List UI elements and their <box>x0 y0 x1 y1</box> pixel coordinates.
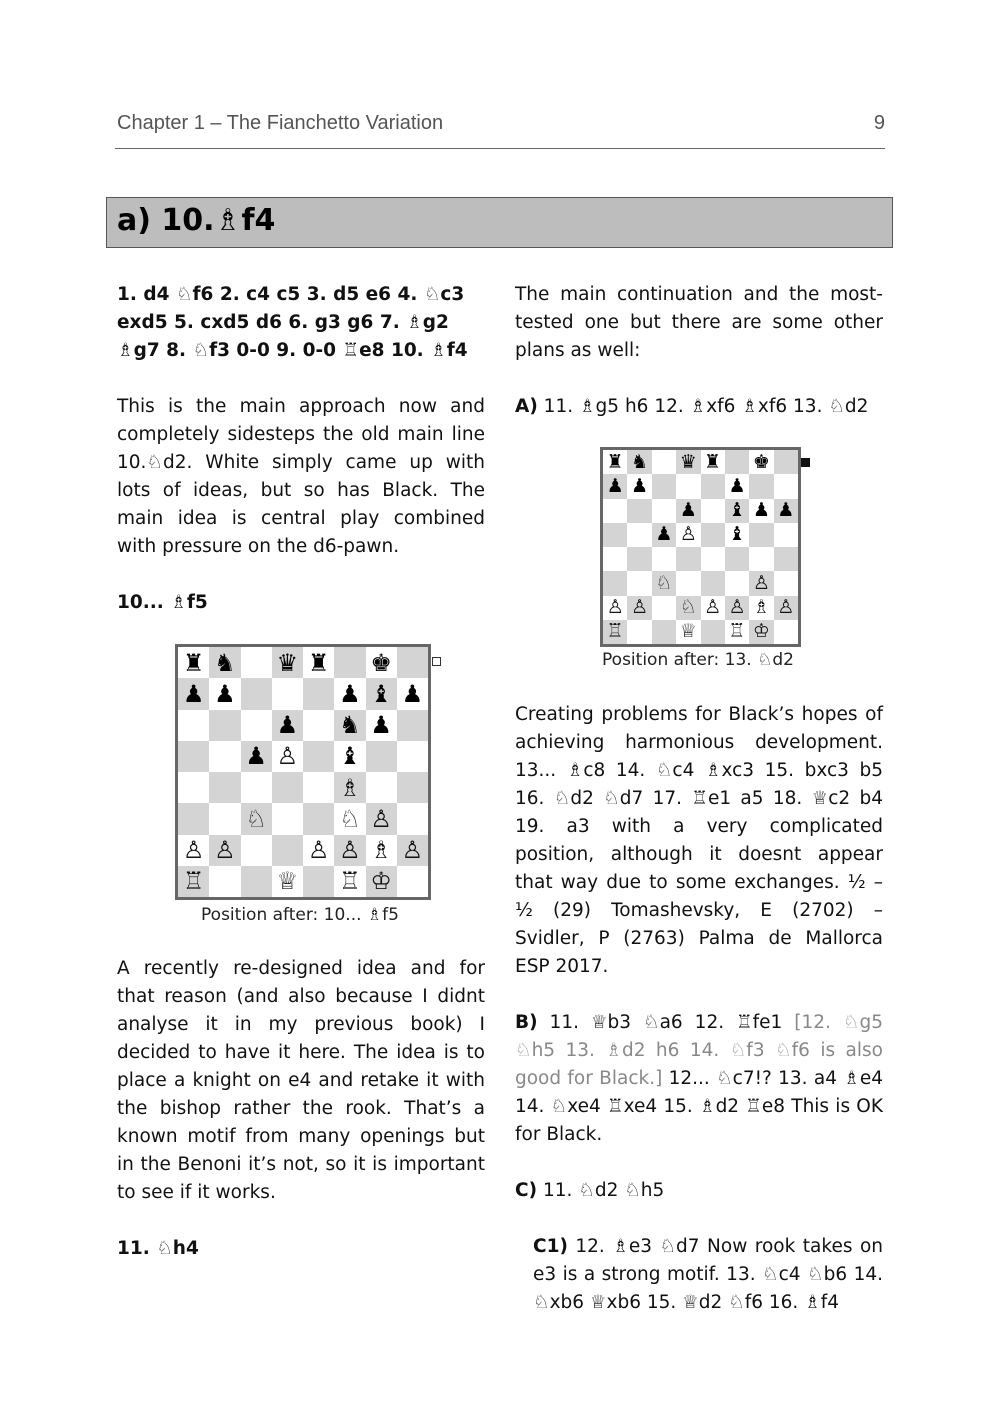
white-pawn-icon: ♙ <box>704 596 722 619</box>
board-square <box>676 547 700 571</box>
board-square <box>701 620 725 644</box>
board-square <box>303 647 334 678</box>
board-square <box>749 547 773 571</box>
variation-moves: 11. ♘d2 ♘h5 <box>542 1180 665 1201</box>
running-header <box>117 112 885 144</box>
black-rook-icon: ♜ <box>704 450 722 473</box>
black-pawn-icon: ♟ <box>245 742 267 771</box>
white-pawn-icon: ♙ <box>307 836 330 865</box>
black-rook-icon: ♜ <box>606 450 624 473</box>
variation-label: C1) <box>533 1236 568 1257</box>
board-square <box>652 596 676 620</box>
white-knight-icon: ♘ <box>679 596 697 619</box>
board-square <box>627 450 651 474</box>
board-square <box>178 803 209 834</box>
board-square <box>774 571 798 595</box>
board-square <box>603 547 627 571</box>
board-square <box>627 523 651 547</box>
board-square <box>209 835 240 866</box>
board-square <box>209 772 240 803</box>
board-square <box>652 450 676 474</box>
black-king-icon: ♚ <box>752 450 770 473</box>
board-square <box>725 571 749 595</box>
black-pawn-icon: ♟ <box>631 474 649 497</box>
board-square <box>627 596 651 620</box>
paragraph-problems: Creating problems for Black’s hopes of achieving harmonious development. 13... ♗c8 14. ♘c4 ♗xc3 15. bxc3 b5 16. ♘d2 ♘d7 17. ♖e1 a5 18. ♕c2 b4 19. a3 with a very complicated position, although it doesnt appear that way due to some exchanges. ½ – ½ (29) Tomashevsky, E (2702) – Svidler, P (2763) Palma de Mallorca ESP 2017. <box>515 704 883 977</box>
board-square <box>209 678 240 709</box>
board-square <box>178 647 209 678</box>
black-pawn-icon: ♟ <box>182 679 205 708</box>
board-square <box>397 678 428 709</box>
board-square <box>241 772 272 803</box>
board-square <box>652 620 676 644</box>
board-square <box>303 741 334 772</box>
board-square <box>701 571 725 595</box>
chapter-title: Chapter 1 – The Fianchetto Variation <box>117 112 444 134</box>
board-square <box>749 523 773 547</box>
board-square <box>749 620 773 644</box>
white-pawn-icon: ♙ <box>679 523 697 546</box>
black-queen-icon: ♛ <box>679 450 697 473</box>
board-square <box>272 866 303 897</box>
board-square <box>209 866 240 897</box>
black-pawn-icon: ♟ <box>752 499 770 522</box>
board-square <box>366 647 397 678</box>
board-square <box>603 620 627 644</box>
board-square <box>178 866 209 897</box>
black-pawn-icon: ♟ <box>679 499 697 522</box>
board-square <box>334 866 365 897</box>
black-knight-icon: ♞ <box>214 648 236 677</box>
black-pawn-icon: ♟ <box>214 679 236 708</box>
white-rook-icon: ♖ <box>728 620 746 643</box>
board-square <box>366 866 397 897</box>
board-square <box>676 571 700 595</box>
board-square <box>272 772 303 803</box>
chess-board <box>600 447 801 647</box>
board-square <box>334 741 365 772</box>
board-square <box>272 741 303 772</box>
board-square <box>652 547 676 571</box>
board-square <box>603 474 627 498</box>
board-square <box>366 772 397 803</box>
move-heading: 10... ♗f5 <box>117 592 208 613</box>
board-square <box>725 620 749 644</box>
white-pawn-icon: ♙ <box>401 836 424 865</box>
white-king-icon: ♔ <box>370 867 392 896</box>
board-square <box>774 450 798 474</box>
board-square <box>178 678 209 709</box>
white-bishop-icon: ♗ <box>339 773 361 802</box>
black-rook-icon: ♜ <box>182 648 205 677</box>
board-square <box>272 647 303 678</box>
board-square <box>701 499 725 523</box>
black-bishop-icon: ♝ <box>339 742 361 771</box>
board-square <box>334 803 365 834</box>
move-heading: 11. ♘h4 <box>117 1238 199 1259</box>
board-square <box>241 647 272 678</box>
board-square <box>272 710 303 741</box>
board-square <box>241 710 272 741</box>
board-square <box>334 710 365 741</box>
board-square <box>209 710 240 741</box>
white-knight-icon: ♘ <box>339 804 361 833</box>
variation-b <box>515 1009 883 1149</box>
variation-moves: 12. ♗e3 ♘d7 Now rook takes on e3 is a strong motif. 13. ♘c4 ♘b6 14. ♘xb6 ♕xb6 15. ♕d2 ♘f6 16. ♗f4 <box>533 1236 883 1313</box>
board-square <box>397 647 428 678</box>
board-square <box>725 450 749 474</box>
board-square <box>334 678 365 709</box>
board-square <box>272 835 303 866</box>
board-square <box>725 523 749 547</box>
board-square <box>272 678 303 709</box>
variation-moves: 11. ♕b3 ♘a6 12. ♖fe1 <box>549 1012 783 1033</box>
board-square <box>366 803 397 834</box>
board-square <box>603 499 627 523</box>
white-bishop-icon: ♗ <box>752 596 770 619</box>
board-square <box>676 620 700 644</box>
black-pawn-icon: ♟ <box>655 523 673 546</box>
board-square <box>725 547 749 571</box>
black-rook-icon: ♜ <box>307 648 330 677</box>
main-line-moves: 1. d4 ♘f6 2. c4 c5 3. d5 e6 4. ♘c3 exd5 5. cxd5 d6 6. g3 g6 7. ♗g2 ♗g7 8. ♘f3 0-0 9. 0-0 ♖e8 10. ♗f4 <box>117 284 468 361</box>
board-square <box>774 474 798 498</box>
variation-label: B) <box>515 1012 538 1033</box>
board-square <box>603 450 627 474</box>
board-square <box>178 835 209 866</box>
section-banner <box>106 197 893 248</box>
board-square <box>676 474 700 498</box>
board-square <box>652 523 676 547</box>
board-square <box>397 835 428 866</box>
black-queen-icon: ♛ <box>276 648 299 677</box>
board-square <box>303 710 334 741</box>
board-square <box>774 620 798 644</box>
board-square <box>178 772 209 803</box>
board-square <box>652 571 676 595</box>
white-pawn-icon: ♙ <box>182 836 205 865</box>
board-square <box>272 803 303 834</box>
page-number: 9 <box>873 112 885 134</box>
board-square <box>749 474 773 498</box>
black-bishop-icon: ♝ <box>370 679 392 708</box>
board-square <box>749 450 773 474</box>
board-square <box>241 835 272 866</box>
diagram-caption: Position after: 13. ♘d2 <box>602 650 794 670</box>
black-knight-icon: ♞ <box>339 711 361 740</box>
board-square <box>334 772 365 803</box>
board-square <box>603 596 627 620</box>
black-bishop-icon: ♝ <box>728 523 746 546</box>
white-pawn-icon: ♙ <box>214 836 236 865</box>
board-square <box>366 835 397 866</box>
black-knight-icon: ♞ <box>631 450 649 473</box>
board-square <box>334 835 365 866</box>
white-bishop-icon: ♗ <box>370 836 392 865</box>
board-square <box>774 499 798 523</box>
black-pawn-icon: ♟ <box>777 499 795 522</box>
variation-c <box>515 1177 883 1205</box>
board-square <box>241 866 272 897</box>
board-square <box>397 866 428 897</box>
board-square <box>652 474 676 498</box>
board-square <box>627 474 651 498</box>
variation-moves: 12... ♘c7!? 13. a4 ♗e4 14. ♘xe4 ♖xe4 15. ♗d2 ♖e8 This is OK for Black. <box>515 1068 883 1145</box>
board-square <box>366 678 397 709</box>
white-knight-icon: ♘ <box>655 571 673 594</box>
chess-board <box>175 644 431 900</box>
white-knight-icon: ♘ <box>245 804 267 833</box>
board-square <box>749 596 773 620</box>
board-square <box>749 499 773 523</box>
white-pawn-icon: ♙ <box>752 571 770 594</box>
black-bishop-icon: ♝ <box>728 499 746 522</box>
black-king-icon: ♚ <box>370 648 392 677</box>
white-queen-icon: ♕ <box>276 867 299 896</box>
black-pawn-icon: ♟ <box>728 474 746 497</box>
board-square <box>774 547 798 571</box>
board-square <box>397 803 428 834</box>
white-rook-icon: ♖ <box>606 620 624 643</box>
paragraph-redesigned-idea: A recently re-designed idea and for that reason (and also because I didnt analyse it in my previous book) I decided to have it here. The idea is to place a knight on e4 and retake it with the bishop rather the rook. That’s a known motif from many openings but in the Benoni it’s not, so it is important to see if it works. <box>117 958 485 1203</box>
board-square <box>627 571 651 595</box>
board-square <box>209 741 240 772</box>
board-square <box>627 547 651 571</box>
board-square <box>676 499 700 523</box>
board-square <box>303 835 334 866</box>
board-square <box>676 450 700 474</box>
board-square <box>676 596 700 620</box>
white-queen-icon: ♕ <box>679 620 697 643</box>
board-square <box>303 866 334 897</box>
board-square <box>627 620 651 644</box>
board-square <box>676 523 700 547</box>
board-square <box>627 499 651 523</box>
black-pawn-icon: ♟ <box>276 711 299 740</box>
board-square <box>725 474 749 498</box>
right-column <box>515 281 883 1317</box>
board-square <box>701 450 725 474</box>
board-square <box>209 647 240 678</box>
white-pawn-icon: ♙ <box>370 804 392 833</box>
board-square <box>652 499 676 523</box>
white-pawn-icon: ♙ <box>276 742 299 771</box>
board-square <box>701 547 725 571</box>
board-square <box>241 678 272 709</box>
board-square <box>701 596 725 620</box>
board-square <box>334 647 365 678</box>
white-pawn-icon: ♙ <box>728 596 746 619</box>
variation-label: C) <box>515 1180 538 1201</box>
variation-sideline: [12. ♘g5 ♘h5 13. ♗d2 h6 14. ♘f3 ♘f6 is also good for Black.] <box>515 1012 884 1089</box>
variation-moves: 11. ♗g5 h6 12. ♗xf6 ♗xf6 13. ♘d2 <box>543 396 869 417</box>
side-to-move-marker <box>801 458 810 467</box>
white-pawn-icon: ♙ <box>339 836 361 865</box>
board-square <box>241 741 272 772</box>
white-rook-icon: ♖ <box>339 867 361 896</box>
variation-a <box>515 393 883 421</box>
variation-label: A) <box>515 396 538 417</box>
black-pawn-icon: ♟ <box>339 679 361 708</box>
board-square <box>366 710 397 741</box>
board-square <box>366 741 397 772</box>
diagram-caption: Position after: 10... ♗f5 <box>201 905 399 925</box>
section-title: a) 10.♗f4 <box>117 203 276 238</box>
board-square <box>397 710 428 741</box>
board-square <box>303 678 334 709</box>
black-pawn-icon: ♟ <box>370 711 392 740</box>
side-to-move-marker <box>432 657 441 666</box>
board-square <box>178 710 209 741</box>
board-square <box>701 523 725 547</box>
board-square <box>241 803 272 834</box>
header-rule <box>115 148 885 149</box>
board-square <box>603 523 627 547</box>
board-square <box>303 772 334 803</box>
white-king-icon: ♔ <box>752 620 770 643</box>
board-square <box>749 571 773 595</box>
board-square <box>397 741 428 772</box>
board-square <box>178 741 209 772</box>
white-rook-icon: ♖ <box>182 867 205 896</box>
board-square <box>701 474 725 498</box>
white-pawn-icon: ♙ <box>631 596 649 619</box>
variation-c1 <box>533 1233 883 1317</box>
paragraph-main-continuation: The main continuation and the most-tested one but there are some other plans as well: <box>515 284 883 361</box>
board-square <box>603 571 627 595</box>
black-pawn-icon: ♟ <box>606 474 624 497</box>
board-square <box>774 523 798 547</box>
black-pawn-icon: ♟ <box>401 679 424 708</box>
white-pawn-icon: ♙ <box>777 596 795 619</box>
paragraph-main-approach: This is the main approach now and completely sidesteps the old main line 10.♘d2. White simply came up with lots of ideas, but so has Black. The main idea is central play combined with pressure on the d6-pawn. <box>117 396 485 557</box>
board-square <box>397 772 428 803</box>
white-pawn-icon: ♙ <box>606 596 624 619</box>
board-square <box>209 803 240 834</box>
board-square <box>725 499 749 523</box>
board-square <box>725 596 749 620</box>
board-square <box>303 803 334 834</box>
board-square <box>774 596 798 620</box>
